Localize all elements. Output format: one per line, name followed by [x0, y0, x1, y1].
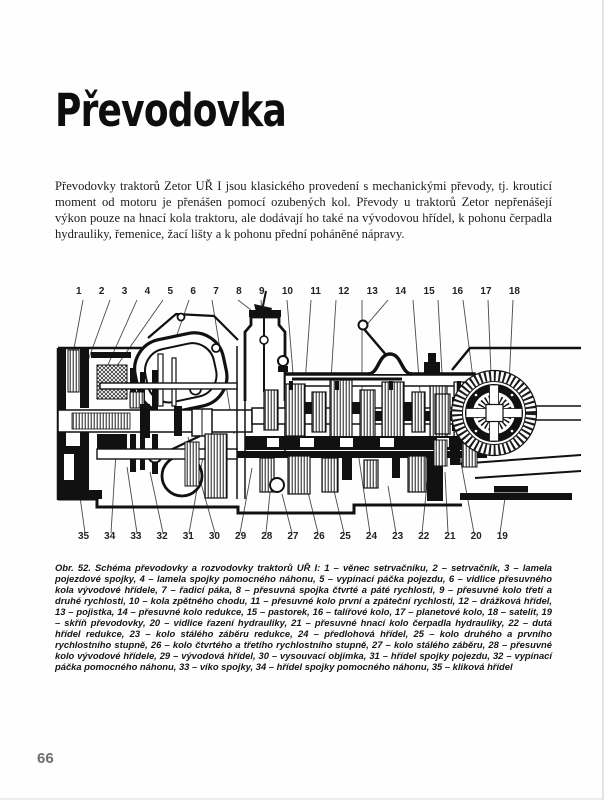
- figure-label: 1: [76, 286, 82, 297]
- gearbox-figure: [42, 286, 582, 556]
- figure-label: 10: [281, 286, 293, 297]
- figure-label: 3: [121, 286, 128, 297]
- figure-caption: Obr. 52. Schéma převodovky a rozvodovky traktorů UŘ I: 1 – věnec setrvačníku, 2 – setrvačník, 3 – lamela pojezdové spojky, 4 – lamela spojky pomocného náhonu, 5 – vypínací páčka pojezdu, 6 – vidlice přesuvného kola vývodové hřídele, 7 – řadicí páka, 8 – přesuvná spojka čtvrté a páté rychlosti, 9 – přesuvné kolo třetí a druhé rychlosti, 10 – kola zpětného chodu, 11 – přesuvné kolo první a zpáteční rychlosti, 12 – drážková hřídel, 13 – pojistka, 14 – přesuvné kolo redukce, 15 – pastorek, 16 – talířové kolo, 17 – planetové kolo, 18 – satelit, 19 – skříň převodovky, 20 – vidlice řazení hydrauliky, 21 – přesuvné hnací kolo čerpadla hydrauliky, 22 – dutá hřídel redukce, 23 – kolo stálého záběru redukce, 24 – předlohová hřídel, 25 – kolo druhého a prvního rychlostního stupně, 26 – kolo čtvrtého a třetího rychlostního stupně, 27 – kolo stálého záběru, 28 – přesuvné kolo vývodové hřídele, 29 – vývodová hřídel, 30 – vysouvací objímka, 31 – hřídel spojky pojezdu, 32 – vypínací páčka pomocného náhonu, 33 – víko spojky, 34 – hřídel spojky pomocného náhonu, 35 – kliková hřídel: [55, 562, 552, 672]
- figure-label: 11: [310, 286, 321, 297]
- figure-label: 25: [339, 531, 351, 542]
- figure-label: 22: [418, 531, 430, 542]
- figure-label: 15: [423, 286, 435, 297]
- figure-label: 6: [190, 286, 196, 297]
- intro-paragraph: Převodovky traktorů Zetor UŘ I jsou klasického provedení s mechanickými převody, tj. krouticí moment od motoru je přenášen pomocí ozubených kol. Převody u traktorů Zetor nepřenášejí výkon pouze na hnací kola traktoru, ale dodávají ho také na vývodovou hřídel, k pohonu čerpadla hydrauliky, řemenice, žací lišty a k pohonu přední poháněné nápravy.: [55, 179, 552, 241]
- figure-label: 28: [261, 531, 273, 542]
- figure-label: 21: [444, 531, 456, 542]
- figure-label: 19: [496, 531, 508, 542]
- figure-label: 34: [104, 531, 116, 542]
- gearbox-cross-section-diagram: [42, 286, 582, 556]
- figure-label: 16: [451, 286, 464, 297]
- figure-label: 9: [259, 286, 265, 297]
- figure-label: 14: [395, 286, 407, 297]
- figure-label: 24: [365, 531, 378, 542]
- figure-label: 31: [182, 531, 194, 542]
- figure-labels-top: [76, 286, 520, 297]
- figure-label: 4: [144, 286, 151, 297]
- gearbox-drawing: [58, 291, 581, 515]
- figure-label: 5: [167, 286, 174, 297]
- figure-labels-bottom: [78, 531, 508, 542]
- figure-label: 35: [78, 531, 90, 542]
- figure-label: 17: [480, 286, 492, 297]
- figure-label: 18: [508, 286, 520, 297]
- figure-label: 32: [156, 531, 168, 542]
- figure-label: 29: [235, 531, 247, 542]
- figure-label: 27: [287, 531, 299, 542]
- figure-label: 20: [470, 531, 482, 542]
- figure-label: 8: [236, 286, 242, 297]
- figure-label: 12: [338, 286, 350, 297]
- figure-label: 33: [130, 531, 142, 542]
- page-number: 66: [37, 750, 54, 767]
- figure-label: 7: [213, 286, 219, 297]
- figure-label: 13: [366, 286, 378, 297]
- figure-label: 2: [98, 286, 105, 297]
- page-title: Převodovka: [55, 84, 286, 137]
- figure-label: 26: [313, 531, 325, 542]
- figure-label: 23: [392, 531, 404, 542]
- figure-label: 30: [208, 531, 220, 542]
